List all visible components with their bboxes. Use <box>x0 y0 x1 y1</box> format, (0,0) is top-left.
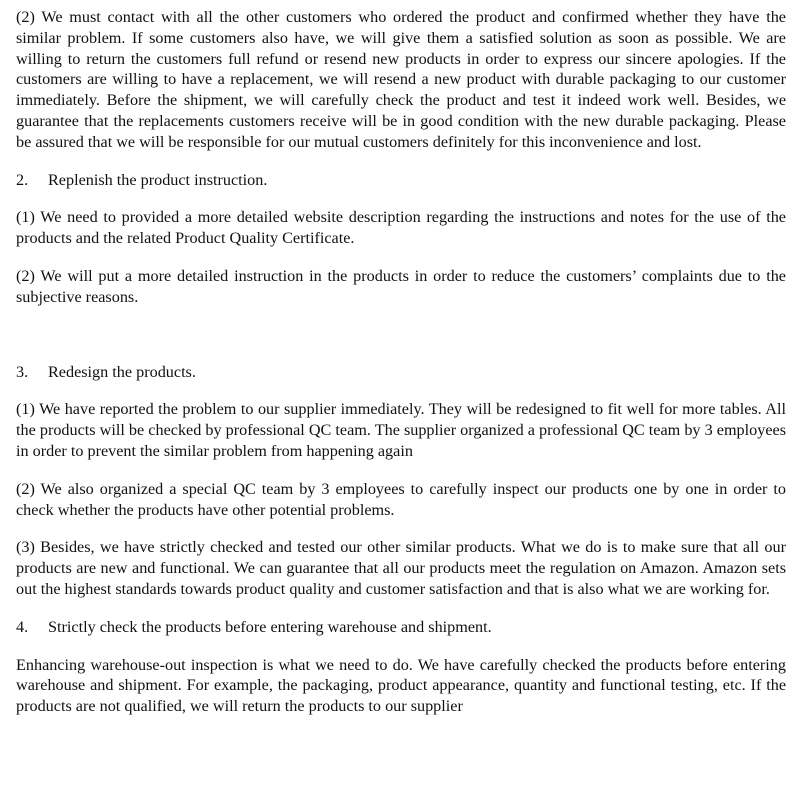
section-number: 4. <box>16 617 29 636</box>
paragraph-similar-products: (3) Besides, we have strictly checked and tested our other similar products. What we do is to make sure that all our products are new and functional. We can guarantee that all our products meet the regulation on Amazon. Amazon sets out the highest standards towards product quality and customer satisfaction and that is also what we are working for. <box>16 538 786 598</box>
paragraph-website-description: (1) We need to provided a more detailed website description regarding the instructions and notes for the use of the products and the related Product Quality Certificate. <box>16 208 786 248</box>
section-heading-instruction <box>16 170 786 191</box>
paragraph-detailed-instruction: (2) We will put a more detailed instruction in the products in order to reduce the customers’ complaints due to the subjective reasons. <box>16 266 786 306</box>
section-number: 2. <box>16 170 29 189</box>
paragraph-qc-team: (2) We also organized a special QC team by 3 employees to carefully inspect our products one by one in order to check whether the products have other potential problems. <box>16 479 786 519</box>
section-number: 3. <box>16 362 29 381</box>
section-title: Redesign the products. <box>48 362 196 381</box>
section-title: Replenish the product instruction. <box>48 170 268 189</box>
section-title: Strictly check the products before entering warehouse and shipment. <box>48 617 492 636</box>
document-page <box>16 7 786 717</box>
paragraph-warehouse-inspection: Enhancing warehouse-out inspection is what we need to do. We have carefully checked the products before entering warehouse and shipment. For example, the packaging, product appearance, quantity and functional testing, etc. If the products are not qualified, we will return the products to our supplier <box>16 655 786 716</box>
paragraph-customer-contact: (2) We must contact with all the other customers who ordered the product and confirmed whether they have the similar problem. If some customers also have, we will give them a satisfied solution as soon as possible. We are willing to return the customers full refund or resend new products in order to express our sincere apologies. If the customers are willing to have a replacement, we will resend a new product with durable packaging to our customer immediately. Before the shipment, we will carefully check the product and test it indeed work well. Besides, we guarantee that the replacements customers receive will be in good condition with the new durable packaging. Please be assured that we will be responsible for our mutual customers definitely for this inconvenience and lost. <box>16 8 786 151</box>
section-heading-redesign <box>16 362 786 383</box>
paragraph-supplier-report: (1) We have reported the problem to our supplier immediately. They will be redesigned to fit well for more tables. All the products will be checked by professional QC team. The supplier organized a professional QC team by 3 employees in order to prevent the similar problem from happening again <box>16 400 786 460</box>
section-heading-warehouse-check <box>16 617 786 638</box>
